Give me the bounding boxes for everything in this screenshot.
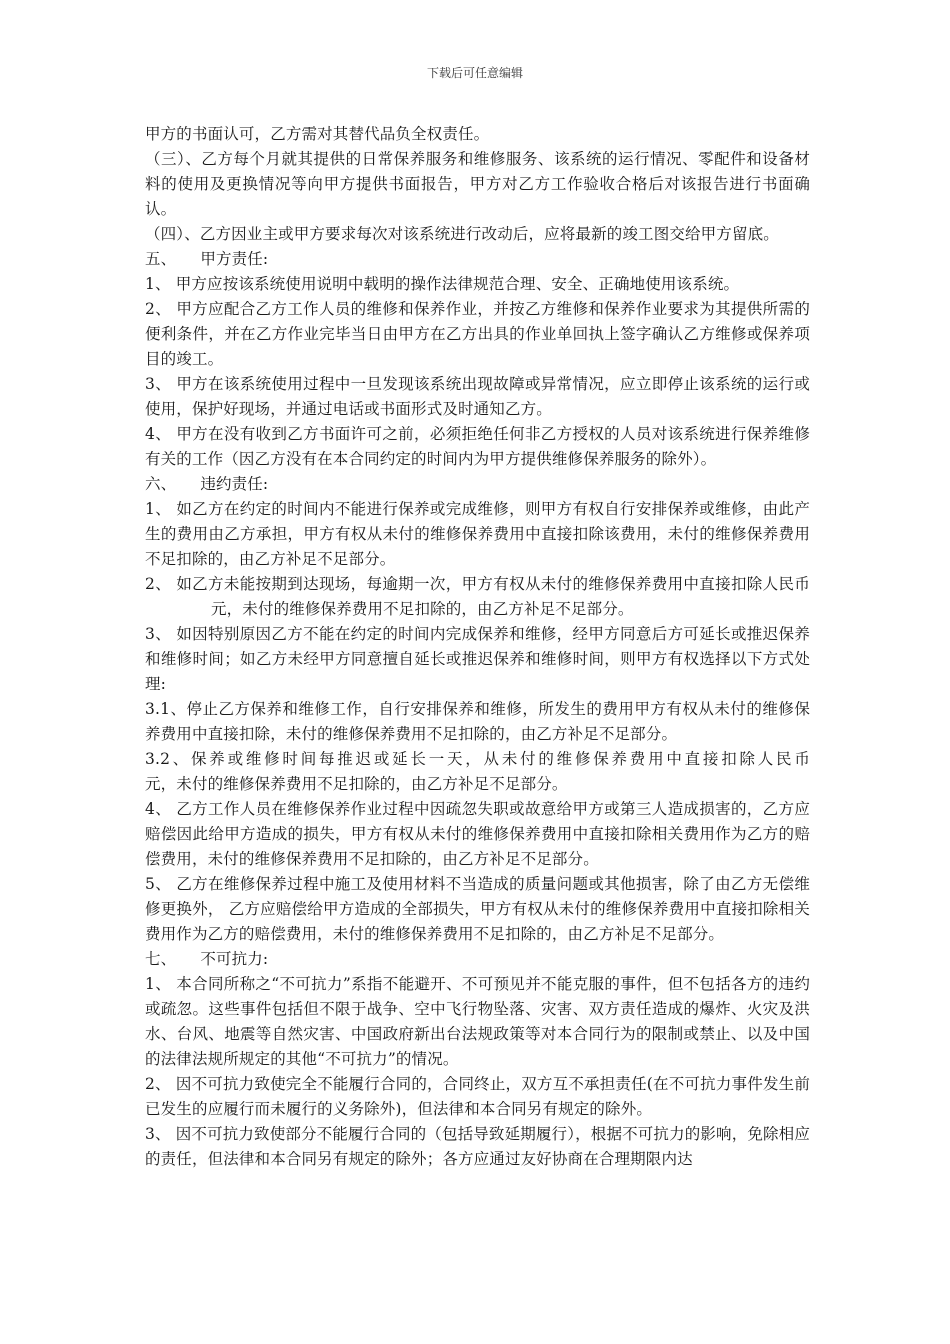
clause-paragraph: 3、 甲方在该系统使用过程中一旦发现该系统出现故障或异常情况，应立即停止该系统的运行或使用，保护好现场，并通过电话或书面形式及时通知乙方。 [145,375,810,418]
page-header: 下载后可任意编辑 [426,66,523,80]
clause-paragraph: 1、 甲方应按该系统使用说明中载明的操作法律规范合理、安全、正确地使用该系统。 [145,275,740,293]
section-title: 不可抗力: [200,950,269,968]
clause-paragraph: 5、 乙方在维修保养过程中施工及使用材料不当造成的质量问题或其他损害，除了由乙方无偿维修更换外， 乙方应赔偿给甲方造成的全部损失，甲方有权从未付的维修保养费用中直接扣除相关费用作为乙方的赔偿费用，未付的维修保养费用不足扣除的，由乙方补足不足部分。 [145,875,810,943]
clause-text: 2、 如乙方未能按期到达现场，每逾期一次，甲方有权从未付的维修保养费用中直接扣除人民币 [145,575,810,593]
clause-paragraph: 甲方的书面认可，乙方需对其替代品负全权责任。 [145,125,490,143]
section-number: 六、 [145,475,177,493]
section-number: 五、 [145,250,177,268]
clause-paragraph: 3、 如因特别原因乙方不能在约定的时间内完成保养和维修，经甲方同意后方可延长或推迟保养和维修时间；如乙方未经甲方同意擅自延长或推迟保养和维修时间，则甲方有权选择以下方式处理: [145,625,810,693]
document-body [145,122,873,1172]
clause-paragraph: 3.2、保养或维修时间每推迟或延长一天，从未付的维修保养费用中直接扣除人民币 元，未付的维修保养费用不足扣除的，由乙方补足不足部分。 [145,750,873,793]
section-heading [145,947,810,972]
clause-paragraph: 2、 甲方应配合乙方工作人员的维修和保养作业，并按乙方维修和保养作业要求为其提供所需的便利条件，并在乙方作业完毕当日由甲方在乙方出具的作业单回执上签字确认乙方维修或保养项目的竣工。 [145,300,810,368]
section-title: 甲方责任: [200,250,269,268]
clause-paragraph: （三）、乙方每个月就其提供的日常保养服务和维修服务、该系统的运行情况、零配件和设备材料的使用及更换情况等向甲方提供书面报告，甲方对乙方工作验收合格后对该报告进行书面确认。 [145,150,810,218]
clause-paragraph: 3、 因不可抗力致使部分不能履行合同的（包括导致延期履行），根据不可抗力的影响，免除相应的责任，但法律和本合同另有规定的除外；各方应通过友好协商在合理期限内达 [145,1125,810,1168]
section-title: 违约责任: [200,475,269,493]
clause-paragraph: 3.1、停止乙方保养和维修工作，自行安排保养和维修，所发生的费用甲方有权从未付的维修保养费用中直接扣除，未付的维修保养费用不足扣除的，由乙方补足不足部分。 [145,700,810,743]
section-heading [145,472,810,497]
clause-paragraph: 4、 乙方工作人员在维修保养作业过程中因疏忽失职或故意给甲方或第三人造成损害的，乙方应赔偿因此给甲方造成的损失，甲方有权从未付的维修保养费用中直接扣除相关费用作为乙方的赔偿费用，未付的维修保养费用不足扣除的，由乙方补足不足部分。 [145,800,810,868]
section-heading [145,247,810,272]
section-number: 七、 [145,950,177,968]
clause-paragraph: 1、 本合同所称之“不可抗力”系指不能避开、不可预见并不能克服的事件，但不包括各方的违约或疏忽。这些事件包括但不限于战争、空中飞行物坠落、灾害、双方责任造成的爆炸、火灾及洪水、台风、地震等自然灾害、中国政府新出台法规政策等对本合同行为的限制或禁止、以及中国的法律法规所规定的其他“不可抗力”的情况。 [145,975,810,1068]
clause-paragraph: 1、 如乙方在约定的时间内不能进行保养或完成维修，则甲方有权自行安排保养或维修，由此产生的费用由乙方承担，甲方有权从未付的维修保养费用中直接扣除该费用，未付的维修保养费用不足扣除的，由乙方补足不足部分。 [145,500,810,568]
clause-paragraph: 4、 甲方在没有收到乙方书面许可之前，必须拒绝任何非乙方授权的人员对该系统进行保养维修有关的工作（因乙方没有在本合同约定的时间内为甲方提供维修保养服务的除外）。 [145,425,810,468]
clause-paragraph: （四）、乙方因业主或甲方要求每次对该系统进行改动后，应将最新的竣工图交给甲方留底。 [145,225,779,243]
clause-paragraph: 2、 因不可抗力致使完全不能履行合同的，合同终止，双方互不承担责任(在不可抗力事件发生前已发生的应履行而未履行的义务除外)，但法律和本合同另有规定的除外。 [145,1075,810,1118]
clause-paragraph [145,572,810,622]
clause-text: 元，未付的维修保养费用不足扣除的，由乙方补足不足部分。 [211,600,634,618]
